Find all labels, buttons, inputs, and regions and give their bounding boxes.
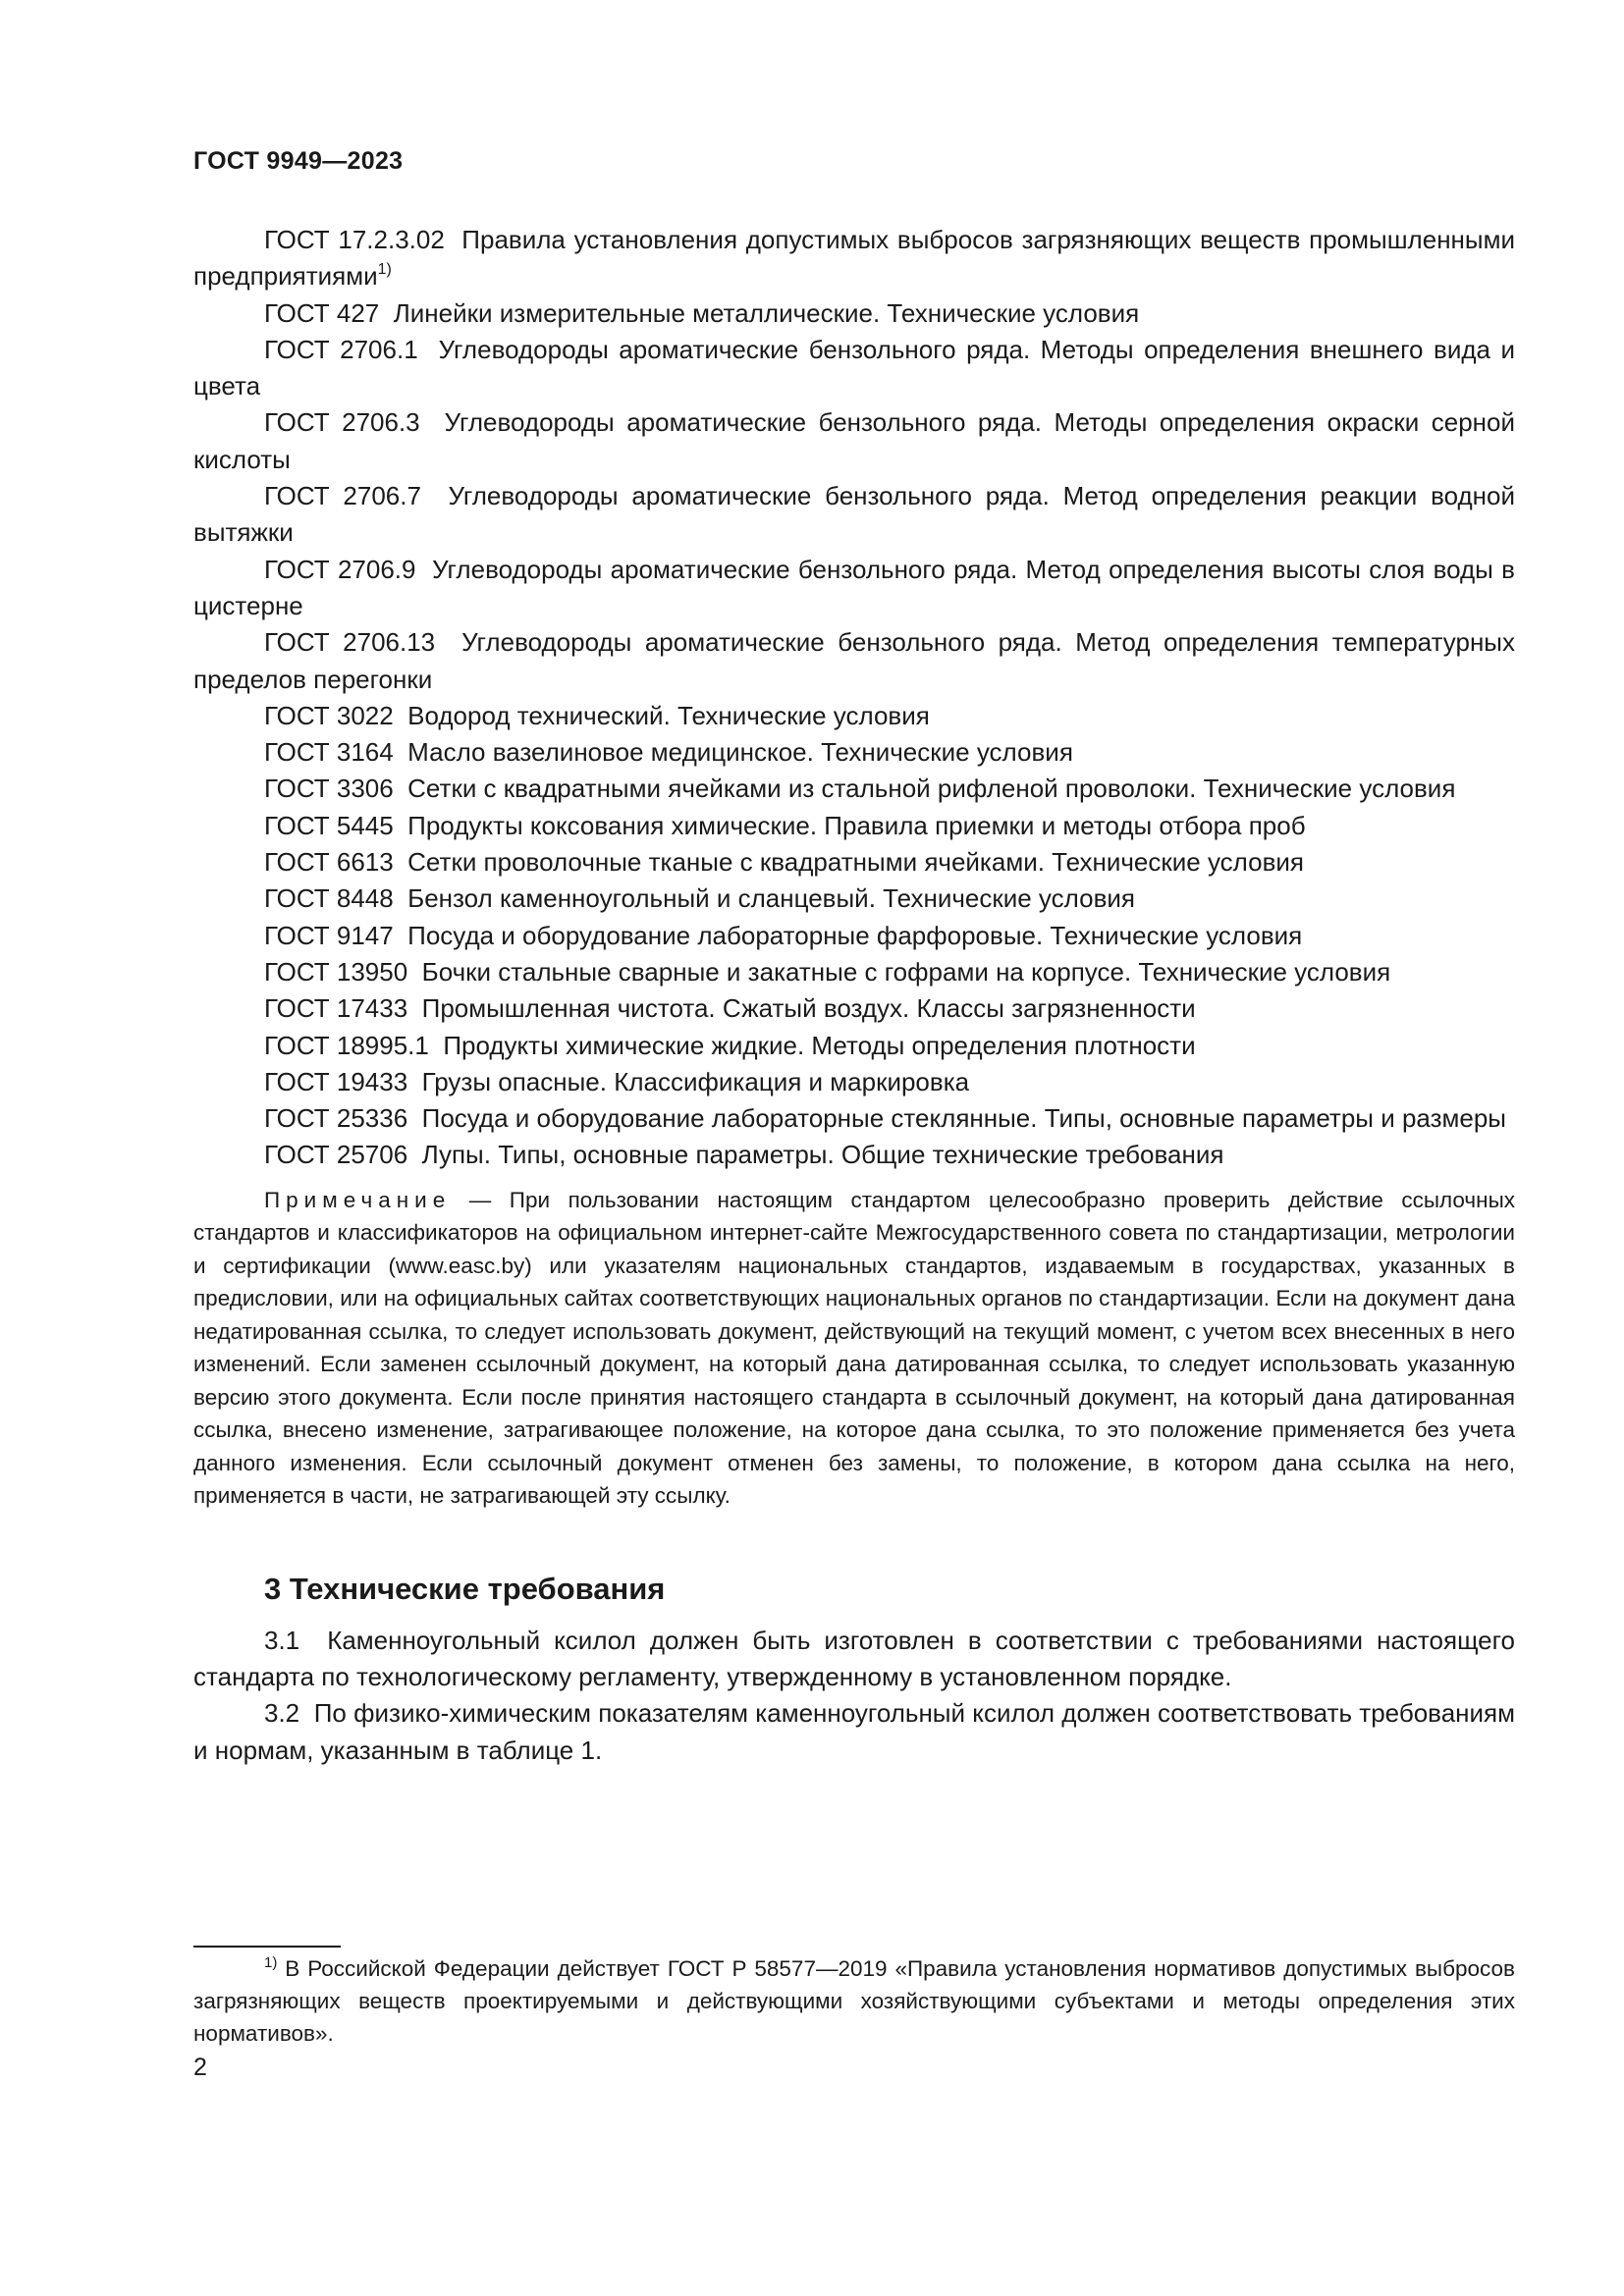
reference-title: Бензол каменноугольный и сланцевый. Технические условия xyxy=(407,883,1135,914)
footnote-mark: 1) xyxy=(264,1954,278,1971)
reference-item xyxy=(193,771,1515,807)
reference-code: ГОСТ 8448 xyxy=(264,883,394,914)
reference-item xyxy=(193,990,1515,1027)
reference-title: Грузы опасные. Классификация и маркировка xyxy=(421,1066,970,1096)
reference-code: ГОСТ 17433 xyxy=(264,993,408,1024)
reference-code: ГОСТ 9147 xyxy=(264,920,394,950)
reference-title: Масло вазелиновое медицинское. Технические условия xyxy=(407,737,1073,768)
note-paragraph xyxy=(193,1184,1515,1513)
reference-title: Бочки стальные сварные и закатные с гофрами на корпусе. Технические условия xyxy=(421,956,1391,987)
reference-item xyxy=(193,1100,1515,1137)
footnote-text: В Российской Федерации действует ГОСТ Р 58577—2019 «Правила установления нормативов допустимых выбросов загрязняющих веществ проектируемыми и действующими хозяйствующими субъектами и методы определения этих нормативов». xyxy=(193,1956,1515,2046)
reference-code: ГОСТ 3164 xyxy=(264,737,394,768)
reference-title: Линейки измерительные металлические. Технические условия xyxy=(393,297,1140,328)
reference-title: Сетки с квадратными ячейками из стальной рифленой проволоки. Технические условия xyxy=(407,774,1456,804)
paragraph-number: 3.1 xyxy=(264,1625,300,1655)
reference-item xyxy=(193,881,1515,917)
reference-item xyxy=(193,295,1515,332)
reference-title: Продукты коксования химические. Правила приемки и методы отбора проб xyxy=(407,810,1306,840)
reference-code: ГОСТ 2706.13 xyxy=(264,627,436,658)
reference-item xyxy=(193,734,1515,771)
reference-code: ГОСТ 17.2.3.02 xyxy=(264,225,445,254)
reference-title: Углеводороды ароматические бензольного ряда. Методы определения окраски серной кислоты xyxy=(193,407,1515,474)
reference-title: Продукты химические жидкие. Методы определения плотности xyxy=(443,1030,1196,1060)
reference-code: ГОСТ 25336 xyxy=(264,1103,408,1134)
reference-code: ГОСТ 18995.1 xyxy=(264,1030,429,1060)
document-header: ГОСТ 9949—2023 xyxy=(193,147,404,175)
reference-item xyxy=(193,1028,1515,1064)
reference-item xyxy=(193,552,1515,625)
reference-title: Посуда и оборудование лабораторные фарфоровые. Технические условия xyxy=(407,920,1303,950)
reference-code: ГОСТ 6613 xyxy=(264,847,394,878)
document-body xyxy=(193,222,1515,1769)
page-number: 2 xyxy=(193,2054,207,2081)
reference-code: ГОСТ 19433 xyxy=(264,1066,408,1096)
paragraph-text: По физико-химическим показателям каменноугольный ксилол должен соответствовать требованиям и нормам, указанным в таблице 1. xyxy=(193,1698,1515,1765)
footnote xyxy=(193,1952,1515,2050)
reference-title: Водород технический. Технические условия xyxy=(407,700,930,730)
reference-item xyxy=(193,918,1515,954)
reference-title: Углеводороды ароматические бензольного ряда. Метод определения температурных пределов перегонки xyxy=(193,627,1515,694)
paragraph-text: Каменноугольный ксилол должен быть изготовлен в соответствии с требованиями настоящего стандарта по технологическому регламенту, утвержденному в установленном порядке. xyxy=(193,1625,1515,1692)
reference-code: ГОСТ 427 xyxy=(264,297,380,328)
reference-code: ГОСТ 25706 xyxy=(264,1140,408,1170)
reference-item xyxy=(193,404,1515,478)
reference-title: Углеводороды ароматические бензольного ряда. Метод определения высоты слоя воды в цистерне xyxy=(193,554,1515,620)
reference-item xyxy=(193,1064,1515,1100)
section-paragraph xyxy=(193,1695,1515,1769)
reference-code: ГОСТ 3306 xyxy=(264,774,394,804)
note-label: Примечание xyxy=(264,1187,452,1212)
reference-code: ГОСТ 2706.3 xyxy=(264,407,420,438)
references-list xyxy=(193,222,1515,1174)
reference-item xyxy=(193,222,1515,295)
section-title: 3 Технические требования xyxy=(264,1571,666,1606)
reference-title: Лупы. Типы, основные параметры. Общие технические требования xyxy=(421,1140,1224,1170)
reference-item xyxy=(193,844,1515,881)
reference-item xyxy=(193,332,1515,405)
reference-title: Промышленная чистота. Сжатый воздух. Классы загрязненности xyxy=(421,993,1196,1024)
reference-title: Посуда и оборудование лабораторные стеклянные. Типы, основные параметры и размеры xyxy=(421,1103,1506,1134)
reference-item xyxy=(193,624,1515,698)
reference-item xyxy=(193,954,1515,990)
reference-title: Сетки проволочные тканые с квадратными ячейками. Технические условия xyxy=(407,847,1304,878)
footnote-divider xyxy=(193,1946,341,1948)
reference-code: ГОСТ 5445 xyxy=(264,810,394,840)
reference-item xyxy=(193,478,1515,552)
reference-code: ГОСТ 3022 xyxy=(264,700,394,730)
section-paragraph xyxy=(193,1623,1515,1696)
reference-item xyxy=(193,808,1515,844)
reference-item xyxy=(193,1137,1515,1173)
note-text: — При пользовании настоящим стандартом целесообразно проверить действие ссылочных стандартов и классификаторов на официальном интернет-сайте Межгосударственного совета по стандартизации, метрологии и сертификации (www.easc.by) или указателям национальных стандартов, издаваемым в государствах, указанных в предисловии, или на официальных сайтах соответствующих национальных органов по стандартизации. Если на документ дана недатированная ссылка, то следует использовать документ, действующий на текущий момент, с учетом всех внесенных в него изменений. Если заменен ссылочный документ, на который дана датированная ссылка, то следует использовать указанную версию этого документа. Если после принятия настоящего стандарта в ссылочный документ, на который дана датированная ссылка, внесено изменение, затрагивающее положение, на которое дана ссылка, то это положение применяется без учета данного изменения. Если ссылочный документ отменен без замены, то положение, в котором дана ссылка на него, применяется в части, не затрагивающей эту ссылку. xyxy=(193,1187,1515,1509)
reference-code: ГОСТ 2706.1 xyxy=(264,334,418,364)
paragraph-number: 3.2 xyxy=(264,1698,300,1729)
reference-code: ГОСТ 2706.7 xyxy=(264,481,421,511)
reference-code: ГОСТ 13950 xyxy=(264,956,408,987)
reference-title: Правила установления допустимых выбросов загрязняющих веществ промышленными предприятиями xyxy=(193,225,1515,292)
reference-title: Углеводороды ароматические бензольного ряда. Метод определения реакции водной вытяжки xyxy=(193,481,1515,548)
reference-code: ГОСТ 2706.9 xyxy=(264,554,416,584)
reference-title: Углеводороды ароматические бензольного ряда. Методы определения внешнего вида и цвета xyxy=(193,334,1516,401)
reference-item xyxy=(193,698,1515,734)
footnote-reference-mark: 1) xyxy=(377,261,392,279)
